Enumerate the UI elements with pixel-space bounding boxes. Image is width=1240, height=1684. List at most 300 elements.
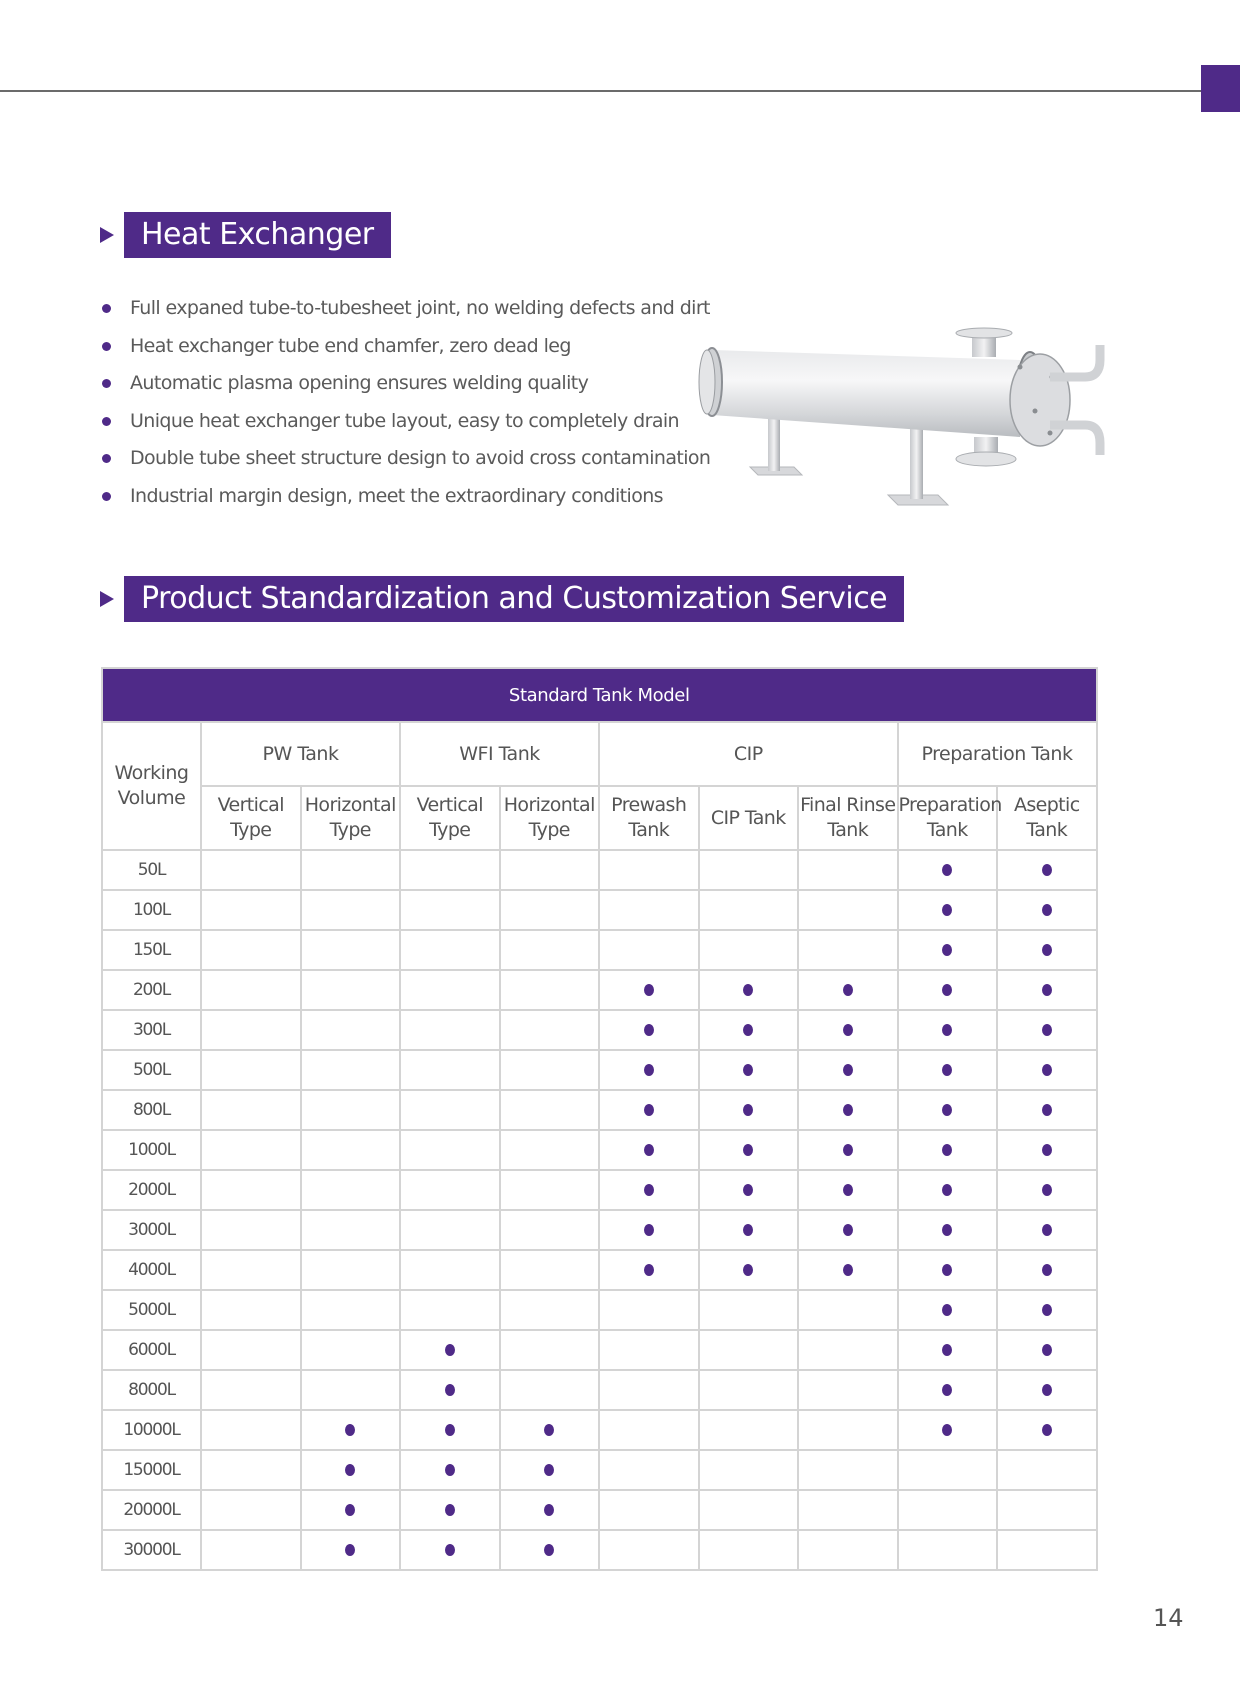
availability-cell: [997, 1170, 1097, 1210]
availability-cell: [599, 1250, 699, 1290]
availability-cell: [997, 1210, 1097, 1250]
availability-cell: [201, 1090, 301, 1130]
availability-cell: [699, 930, 799, 970]
volume-cell: 4000L: [102, 1250, 201, 1290]
availability-cell: [997, 1370, 1097, 1410]
availability-cell: [898, 970, 998, 1010]
volume-cell: 2000L: [102, 1170, 201, 1210]
volume-cell: 150L: [102, 930, 201, 970]
availability-cell: [400, 1170, 500, 1210]
availability-cell: [798, 850, 898, 890]
availability-cell: [301, 1450, 401, 1490]
availability-cell: [898, 850, 998, 890]
table-row: [102, 1370, 1097, 1410]
triangle-bullet-icon: [100, 591, 114, 607]
availability-cell: [500, 970, 600, 1010]
availability-cell: [201, 850, 301, 890]
availability-cell: [898, 1290, 998, 1330]
sub-header: CIP Tank: [699, 786, 799, 850]
availability-cell: [201, 1130, 301, 1170]
volume-cell: 15000L: [102, 1450, 201, 1490]
availability-cell: [997, 890, 1097, 930]
available-dot-icon: [644, 1104, 654, 1116]
availability-cell: [201, 970, 301, 1010]
availability-cell: [500, 1010, 600, 1050]
availability-cell: [798, 1010, 898, 1050]
table-row: [102, 1050, 1097, 1090]
available-dot-icon: [942, 1184, 952, 1196]
availability-cell: [301, 1210, 401, 1250]
availability-cell: [500, 890, 600, 930]
available-dot-icon: [544, 1464, 554, 1476]
available-dot-icon: [843, 1184, 853, 1196]
sub-header: Preparation Tank: [898, 786, 998, 850]
availability-cell: [400, 1290, 500, 1330]
availability-cell: [997, 1490, 1097, 1530]
availability-cell: [500, 1330, 600, 1370]
table-row: [102, 1210, 1097, 1250]
available-dot-icon: [1042, 904, 1052, 916]
feature-text: Full expaned tube-to-tubesheet joint, no welding defects and dirt: [130, 297, 710, 319]
available-dot-icon: [345, 1424, 355, 1436]
bullet-dot-icon: [102, 304, 111, 313]
availability-cell: [400, 1530, 500, 1570]
available-dot-icon: [1042, 1344, 1052, 1356]
availability-cell: [699, 1210, 799, 1250]
available-dot-icon: [644, 1184, 654, 1196]
availability-cell: [201, 1370, 301, 1410]
availability-cell: [301, 1170, 401, 1210]
available-dot-icon: [1042, 1424, 1052, 1436]
group-header: PW Tank: [201, 722, 400, 786]
availability-cell: [798, 1530, 898, 1570]
available-dot-icon: [1042, 1064, 1052, 1076]
available-dot-icon: [445, 1424, 455, 1436]
availability-cell: [699, 1010, 799, 1050]
availability-cell: [599, 1210, 699, 1250]
table-row: [102, 850, 1097, 890]
availability-cell: [699, 1250, 799, 1290]
availability-cell: [201, 1450, 301, 1490]
availability-cell: [898, 1450, 998, 1490]
table-row: [102, 1450, 1097, 1490]
availability-cell: [997, 1090, 1097, 1130]
availability-cell: [898, 1410, 998, 1450]
table-row: [102, 1130, 1097, 1170]
volume-cell: 3000L: [102, 1210, 201, 1250]
availability-cell: [301, 1090, 401, 1130]
availability-cell: [898, 1090, 998, 1130]
table-title: Standard Tank Model: [102, 668, 1097, 722]
available-dot-icon: [843, 1064, 853, 1076]
volume-cell: 500L: [102, 1050, 201, 1090]
availability-cell: [599, 1130, 699, 1170]
available-dot-icon: [445, 1384, 455, 1396]
availability-cell: [599, 850, 699, 890]
availability-cell: [699, 1090, 799, 1130]
feature-item: [102, 331, 710, 369]
availability-cell: [400, 970, 500, 1010]
availability-cell: [599, 890, 699, 930]
availability-cell: [301, 1330, 401, 1370]
available-dot-icon: [942, 1264, 952, 1276]
availability-cell: [997, 1330, 1097, 1370]
table-row: [102, 890, 1097, 930]
bullet-dot-icon: [102, 342, 111, 351]
availability-cell: [997, 850, 1097, 890]
availability-cell: [201, 1530, 301, 1570]
availability-cell: [201, 1010, 301, 1050]
availability-cell: [500, 1170, 600, 1210]
availability-cell: [898, 930, 998, 970]
section-title: Heat Exchanger: [124, 212, 391, 258]
availability-cell: [798, 1210, 898, 1250]
availability-cell: [699, 970, 799, 1010]
availability-cell: [500, 1370, 600, 1410]
availability-cell: [301, 890, 401, 930]
availability-cell: [301, 1130, 401, 1170]
available-dot-icon: [942, 1104, 952, 1116]
available-dot-icon: [942, 1344, 952, 1356]
availability-cell: [997, 1530, 1097, 1570]
volume-cell: 800L: [102, 1090, 201, 1130]
sub-header: Prewash Tank: [599, 786, 699, 850]
available-dot-icon: [644, 1264, 654, 1276]
available-dot-icon: [743, 1144, 753, 1156]
table-row: [102, 1290, 1097, 1330]
availability-cell: [201, 1170, 301, 1210]
available-dot-icon: [743, 984, 753, 996]
availability-cell: [599, 1530, 699, 1570]
available-dot-icon: [644, 1024, 654, 1036]
availability-cell: [500, 1290, 600, 1330]
availability-cell: [301, 1250, 401, 1290]
available-dot-icon: [544, 1544, 554, 1556]
availability-cell: [898, 1530, 998, 1570]
availability-cell: [599, 1450, 699, 1490]
availability-cell: [500, 1210, 600, 1250]
availability-cell: [898, 1330, 998, 1370]
availability-cell: [500, 1130, 600, 1170]
availability-cell: [400, 890, 500, 930]
availability-cell: [898, 1250, 998, 1290]
availability-cell: [798, 1250, 898, 1290]
availability-cell: [798, 1090, 898, 1130]
volume-cell: 30000L: [102, 1530, 201, 1570]
available-dot-icon: [445, 1544, 455, 1556]
available-dot-icon: [743, 1264, 753, 1276]
availability-cell: [500, 850, 600, 890]
sub-header: Horizontal Type: [500, 786, 600, 850]
available-dot-icon: [942, 1304, 952, 1316]
availability-cell: [400, 1090, 500, 1130]
availability-cell: [699, 1490, 799, 1530]
availability-cell: [400, 1210, 500, 1250]
availability-cell: [201, 890, 301, 930]
availability-cell: [798, 970, 898, 1010]
availability-cell: [599, 1290, 699, 1330]
available-dot-icon: [942, 904, 952, 916]
availability-cell: [599, 1490, 699, 1530]
availability-cell: [400, 1010, 500, 1050]
availability-cell: [997, 1450, 1097, 1490]
availability-cell: [400, 1330, 500, 1370]
available-dot-icon: [843, 1264, 853, 1276]
availability-cell: [898, 1010, 998, 1050]
available-dot-icon: [345, 1464, 355, 1476]
table-row: [102, 1330, 1097, 1370]
available-dot-icon: [345, 1504, 355, 1516]
availability-cell: [997, 930, 1097, 970]
availability-cell: [201, 1490, 301, 1530]
availability-cell: [798, 1290, 898, 1330]
availability-cell: [301, 1370, 401, 1410]
header-rule: [0, 90, 1201, 92]
sub-header: Final Rinse Tank: [798, 786, 898, 850]
availability-cell: [798, 1330, 898, 1370]
availability-cell: [301, 850, 401, 890]
availability-cell: [898, 1170, 998, 1210]
availability-cell: [699, 890, 799, 930]
available-dot-icon: [942, 1064, 952, 1076]
section-heading-standardization: [100, 576, 904, 622]
availability-cell: [500, 1090, 600, 1130]
availability-cell: [798, 1170, 898, 1210]
volume-cell: 50L: [102, 850, 201, 890]
feature-text: Double tube sheet structure design to avoid cross contamination: [130, 447, 711, 469]
table-row: [102, 1090, 1097, 1130]
availability-cell: [500, 1450, 600, 1490]
available-dot-icon: [942, 1424, 952, 1436]
available-dot-icon: [1042, 1184, 1052, 1196]
availability-cell: [898, 890, 998, 930]
available-dot-icon: [445, 1464, 455, 1476]
availability-cell: [201, 1050, 301, 1090]
standard-tank-model-table: [101, 667, 1098, 1571]
section-heading-heat-exchanger: [100, 212, 391, 258]
available-dot-icon: [1042, 1304, 1052, 1316]
availability-cell: [997, 1010, 1097, 1050]
availability-cell: [301, 1010, 401, 1050]
availability-cell: [201, 1290, 301, 1330]
table-row: [102, 930, 1097, 970]
available-dot-icon: [1042, 944, 1052, 956]
availability-cell: [798, 1130, 898, 1170]
availability-cell: [400, 1250, 500, 1290]
availability-cell: [400, 1410, 500, 1450]
availability-cell: [599, 1330, 699, 1370]
availability-cell: [301, 970, 401, 1010]
sub-header: Vertical Type: [201, 786, 301, 850]
table-row: [102, 1170, 1097, 1210]
feature-text: Unique heat exchanger tube layout, easy to completely drain: [130, 409, 679, 432]
availability-cell: [898, 1210, 998, 1250]
availability-cell: [500, 1410, 600, 1450]
availability-cell: [898, 1050, 998, 1090]
availability-cell: [500, 1050, 600, 1090]
available-dot-icon: [942, 1144, 952, 1156]
feature-item: [102, 406, 710, 444]
available-dot-icon: [942, 984, 952, 996]
availability-cell: [400, 1050, 500, 1090]
availability-cell: [301, 1410, 401, 1450]
availability-cell: [997, 970, 1097, 1010]
availability-cell: [997, 1050, 1097, 1090]
availability-cell: [699, 1530, 799, 1570]
availability-cell: [599, 1010, 699, 1050]
available-dot-icon: [942, 864, 952, 876]
availability-cell: [699, 1170, 799, 1210]
availability-cell: [699, 1450, 799, 1490]
availability-cell: [699, 1370, 799, 1410]
availability-cell: [699, 1130, 799, 1170]
availability-cell: [798, 1410, 898, 1450]
bullet-dot-icon: [102, 454, 111, 463]
available-dot-icon: [942, 1024, 952, 1036]
availability-cell: [798, 1050, 898, 1090]
availability-cell: [301, 1490, 401, 1530]
volume-cell: 20000L: [102, 1490, 201, 1530]
availability-cell: [599, 1050, 699, 1090]
available-dot-icon: [544, 1424, 554, 1436]
bullet-dot-icon: [102, 379, 111, 388]
bullet-dot-icon: [102, 417, 111, 426]
table-row: [102, 970, 1097, 1010]
triangle-bullet-icon: [100, 227, 114, 243]
volume-cell: 100L: [102, 890, 201, 930]
feature-text: Automatic plasma opening ensures welding quality: [130, 372, 589, 394]
corner-accent-block: [1201, 65, 1240, 112]
table-row: [102, 1010, 1097, 1050]
feature-text: Industrial margin design, meet the extraordinary conditions: [130, 484, 663, 507]
feature-item: [102, 443, 710, 481]
availability-cell: [201, 1410, 301, 1450]
availability-cell: [400, 1130, 500, 1170]
availability-cell: [997, 1130, 1097, 1170]
available-dot-icon: [843, 1144, 853, 1156]
availability-cell: [500, 1250, 600, 1290]
availability-cell: [699, 850, 799, 890]
availability-cell: [798, 930, 898, 970]
availability-cell: [997, 1250, 1097, 1290]
availability-cell: [201, 1210, 301, 1250]
volume-cell: 200L: [102, 970, 201, 1010]
volume-cell: 8000L: [102, 1370, 201, 1410]
feature-item: [102, 368, 710, 406]
available-dot-icon: [644, 984, 654, 996]
available-dot-icon: [843, 1224, 853, 1236]
availability-cell: [599, 970, 699, 1010]
available-dot-icon: [743, 1104, 753, 1116]
sub-header: Vertical Type: [400, 786, 500, 850]
availability-cell: [798, 890, 898, 930]
available-dot-icon: [743, 1184, 753, 1196]
sub-header: Horizontal Type: [301, 786, 401, 850]
group-header-row: [102, 722, 1097, 786]
availability-cell: [798, 1490, 898, 1530]
volume-cell: 6000L: [102, 1330, 201, 1370]
available-dot-icon: [743, 1224, 753, 1236]
availability-cell: [599, 1170, 699, 1210]
availability-cell: [201, 1250, 301, 1290]
section-title: Product Standardization and Customization Service: [124, 576, 904, 622]
availability-cell: [699, 1290, 799, 1330]
availability-cell: [301, 1530, 401, 1570]
availability-cell: [201, 930, 301, 970]
available-dot-icon: [843, 1024, 853, 1036]
available-dot-icon: [544, 1504, 554, 1516]
available-dot-icon: [942, 1384, 952, 1396]
available-dot-icon: [644, 1224, 654, 1236]
availability-cell: [201, 1330, 301, 1370]
availability-cell: [400, 930, 500, 970]
feature-item: [102, 293, 710, 331]
available-dot-icon: [1042, 864, 1052, 876]
volume-cell: 10000L: [102, 1410, 201, 1450]
availability-cell: [798, 1450, 898, 1490]
availability-cell: [599, 1370, 699, 1410]
table-row: [102, 1250, 1097, 1290]
feature-list: [102, 293, 710, 518]
available-dot-icon: [445, 1504, 455, 1516]
availability-cell: [500, 930, 600, 970]
available-dot-icon: [942, 944, 952, 956]
availability-cell: [400, 850, 500, 890]
availability-cell: [798, 1370, 898, 1410]
availability-cell: [301, 930, 401, 970]
available-dot-icon: [1042, 984, 1052, 996]
available-dot-icon: [1042, 1264, 1052, 1276]
availability-cell: [400, 1490, 500, 1530]
page-number: 14: [1153, 1604, 1184, 1632]
availability-cell: [599, 1090, 699, 1130]
group-header: CIP: [599, 722, 898, 786]
table-row: [102, 1410, 1097, 1450]
availability-cell: [699, 1050, 799, 1090]
available-dot-icon: [843, 984, 853, 996]
available-dot-icon: [1042, 1104, 1052, 1116]
availability-cell: [400, 1450, 500, 1490]
feature-item: [102, 481, 710, 519]
availability-cell: [500, 1530, 600, 1570]
availability-cell: [599, 1410, 699, 1450]
availability-cell: [301, 1050, 401, 1090]
available-dot-icon: [843, 1104, 853, 1116]
available-dot-icon: [445, 1344, 455, 1356]
availability-cell: [997, 1290, 1097, 1330]
available-dot-icon: [942, 1224, 952, 1236]
volume-cell: 300L: [102, 1010, 201, 1050]
working-volume-header: Working Volume: [102, 722, 201, 850]
available-dot-icon: [644, 1144, 654, 1156]
available-dot-icon: [1042, 1224, 1052, 1236]
availability-cell: [400, 1370, 500, 1410]
bullet-dot-icon: [102, 492, 111, 501]
available-dot-icon: [743, 1024, 753, 1036]
group-header: Preparation Tank: [898, 722, 1097, 786]
table-row: [102, 1530, 1097, 1570]
availability-cell: [301, 1290, 401, 1330]
availability-cell: [699, 1410, 799, 1450]
table-body: [102, 850, 1097, 1570]
available-dot-icon: [1042, 1024, 1052, 1036]
availability-cell: [898, 1370, 998, 1410]
availability-cell: [699, 1330, 799, 1370]
available-dot-icon: [1042, 1144, 1052, 1156]
availability-cell: [898, 1490, 998, 1530]
group-header: WFI Tank: [400, 722, 599, 786]
availability-cell: [898, 1130, 998, 1170]
